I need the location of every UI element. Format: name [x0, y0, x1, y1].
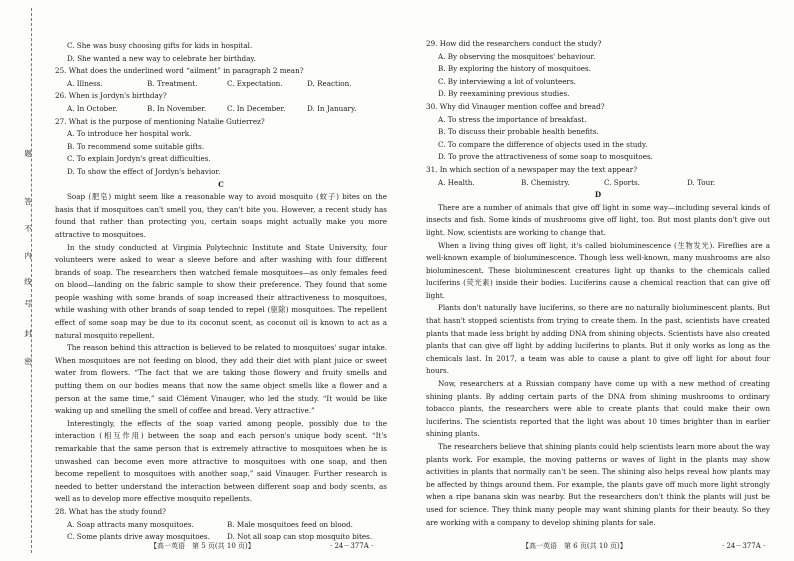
passage-d-paragraph-4: Now, researchers at a Russian company have come up with a new method of creating shining plants. By adding certain parts of the DNA from shining mushrooms to ordinary tobacco plants, the researchers were able to create plants that could make their own luciferins. The scientists reported that the light was about 10 times brighter than in earlier shining plants. [426, 379, 770, 439]
q28-option-d: D. Not all soap can stop mosquito bites. [227, 532, 373, 542]
q29-option-a: A. By observing the mosquitoes' behaviour. [438, 51, 596, 61]
q26-option-a: A. In October. [67, 103, 118, 113]
q29-option-d: D. By reexamining previous studies. [438, 89, 570, 99]
q26-option-b: B. In November. [147, 103, 207, 113]
q27-question: 27. What is the purpose of mentioning Natalie Gutierrez? [55, 116, 265, 126]
q24-option-c: C. She was busy choosing gifts for kids in hospital. [67, 41, 253, 50]
q31-option-a: A. Health. [438, 177, 475, 187]
left-column [55, 40, 387, 544]
margin-label: 封 [24, 329, 32, 338]
margin-label: 不 [24, 224, 32, 233]
right-page-code: · 24－377A · [722, 542, 766, 550]
section-c-heading: C [218, 179, 224, 189]
right-page-footer: 【高一英语 第 6 页(共 10 页)】 [522, 542, 627, 550]
q29-option-b: B. By exploring the history of mosquitoes. [438, 64, 592, 74]
margin-label: 题 [24, 149, 32, 158]
q27-option-d: D. To show the effect of Jordyn's behavior. [67, 166, 221, 176]
q26-question: 26. When is Jordyn's birthday? [55, 91, 167, 101]
left-page-code: · 24－377A · [330, 542, 374, 550]
right-column [426, 38, 770, 529]
passage-c-paragraph-4: Interestingly, the effects of the soap varied among people, possibly due to the interaction (相互作用) between the soap and each person's unique body scent. “It's remarkable that the same person that is extremely attractive to mosquitoes when he is unwashed can become even more attractive to mosquitoes with one soap, and then become repellent to mosquitoes with another soap,” said Vinauger. Further research is needed to better understand the interaction between different soap and body scents, as well as to develop more effective mosquito repellents. [55, 418, 387, 504]
q26-option-d: D. In January. [307, 103, 357, 113]
q30-option-b: B. To discuss their probable health benefits. [438, 127, 599, 137]
q25-question: 25. What does the underlined word “ailment” in paragraph 2 mean? [55, 66, 304, 76]
q28-option-c: C. Some plants drive away mosquitoes. [67, 532, 210, 542]
q27-option-b: B. To recommend some suitable gifts. [67, 141, 205, 151]
q31-option-b: B. Chemistry. [521, 177, 570, 187]
q28-option-a: A. Soap attracts many mosquitoes. [67, 519, 194, 529]
passage-d-paragraph-5: The researchers believe that shining plants could help scientists learn more about the way plants work. For example, the moving patterns or waves of light in the plants may show activities in plants that normally can't be seen. The shining also helps reveal how plants may be affected by things around them. For example, the plants gave off much more light strongly when a ripe banana skin was nearby. But the researchers don't think the plants will just be used for science. They think many people may want shining plants for their beauty. So they are working with a company to develop shining plants for sale. [426, 442, 770, 527]
binding-dashed-line [31, 8, 32, 553]
passage-c-paragraph-2: In the study conducted at Virginia Polytechnic Institute and State University, four volunteers were asked to wear a sleeve before and after washing with four different brands of soap. The researchers then watched female mosquitoes—as only females feed on blood—landing on the fabric sample to show their preference. They found that some people washing with some brands of soap increased their attractiveness to mosquitoes, while washing with other brands of soap tended to repel (驱除) mosquitoes. The repellent effect of some soap may be due to its coconut scent, as coconut oil is known to act as a natural mosquito repellent. [55, 242, 387, 340]
margin-label: 密 [24, 357, 32, 366]
q25-options [67, 78, 387, 91]
q30-option-c: C. To compare the difference of objects used in the study. [438, 139, 648, 149]
q31-question: 31. In which section of a newspaper may the text appear? [426, 164, 638, 174]
q31-option-c: C. Sports. [604, 177, 640, 187]
q31-options [438, 177, 770, 190]
q30-option-a: A. To stress the importance of breakfast. [438, 114, 587, 124]
passage-d-paragraph-2: When a living thing gives off light, it's called bioluminescence (生物发光). Fireflies are a well-known example of bioluminescence. Though less well-known, many mushrooms are also bioluminescent. These bioluminescent creatures light up thanks to the chemicals called luciferins (荧光素) inside their bodies. Luciferins cause a chemical reaction that can give off light. [426, 240, 770, 300]
passage-c-paragraph-3: The reason behind this attraction is believed to be related to mosquitoes' sugar intake. When mosquitoes are not feeding on blood, they add their diet with plant juice or sweet water from flowers. “The fact that we are taking those flowery and fruity smells and putting them on our bodies means that now the same object smells like a flower and a person at the same time,” said Clément Vinauger, who led the study. “It would be like waking up and smelling the smell of coffee and bread. Very attractive.” [55, 343, 387, 416]
q28-question: 28. What has the study found? [55, 506, 166, 516]
q28-option-b: B. Male mosquitoes feed on blood. [227, 519, 353, 529]
section-d-heading: D [594, 190, 602, 200]
margin-label: 线 [24, 277, 32, 286]
passage-d-paragraph-3: Plants don't naturally have luciferins, so there are no naturally bioluminescent plants. But that hasn't stopped scientists from trying to create them. In the past, scientists have created plants that made less bright by adding DNA from shining objects. Scientists have also created plants that can give off light by adding luciferins to plants. But it only works as long as the chemicals last. In 2017, a team was able to cause a plant to give off light for about four hours. [426, 303, 770, 376]
q27-option-c: C. To explain Jordyn's great difficulties. [67, 154, 211, 164]
q25-option-b: B. Treatment. [147, 78, 198, 88]
left-page-footer: 【高一英语 第 5 页(共 10 页)】 [150, 542, 255, 550]
q26-option-c: C. In December. [227, 103, 286, 113]
q28-options-row-1 [67, 519, 387, 532]
passage-d-paragraph-1: There are a number of animals that give off light in some way—including several kinds of insects and fish. Some kinds of mushrooms give off light, too. But most plants don't give out light. Now, scientists are working to change that. [426, 202, 770, 237]
q31-option-d: D. Tour. [687, 177, 716, 187]
q27-option-a: A. To introduce her hospital work. [67, 129, 192, 139]
passage-c-paragraph-1: Soap (肥皂) might seem like a reasonable way to avoid mosquito (蚊子) bites on the basis that if mosquitoes can't smell you, they can't bite you. However, a recent study has found that rather than protecting you, certain soaps might actually make you more attractive to mosquitoes. [55, 192, 387, 239]
q25-option-a: A. Illness. [67, 78, 103, 88]
margin-label: 答 [24, 197, 32, 206]
q30-option-d: D. To prove the attractiveness of some soap to mosquitoes. [438, 152, 653, 162]
q29-question: 29. How did the researchers conduct the study? [426, 39, 602, 48]
q30-question: 30. Why did Vinauger mention coffee and bread? [426, 101, 605, 111]
q24-option-d: D. She wanted a new way to celebrate her birthday. [67, 53, 256, 63]
q25-option-c: C. Expectation. [227, 78, 283, 88]
q29-option-c: C. By interviewing a lot of volunteers. [438, 76, 576, 86]
margin-label: 内 [24, 251, 32, 260]
q26-options [67, 103, 387, 116]
binding-margin [10, 0, 32, 561]
margin-label: 号 [24, 299, 32, 308]
q25-option-d: D. Reaction. [307, 78, 352, 88]
